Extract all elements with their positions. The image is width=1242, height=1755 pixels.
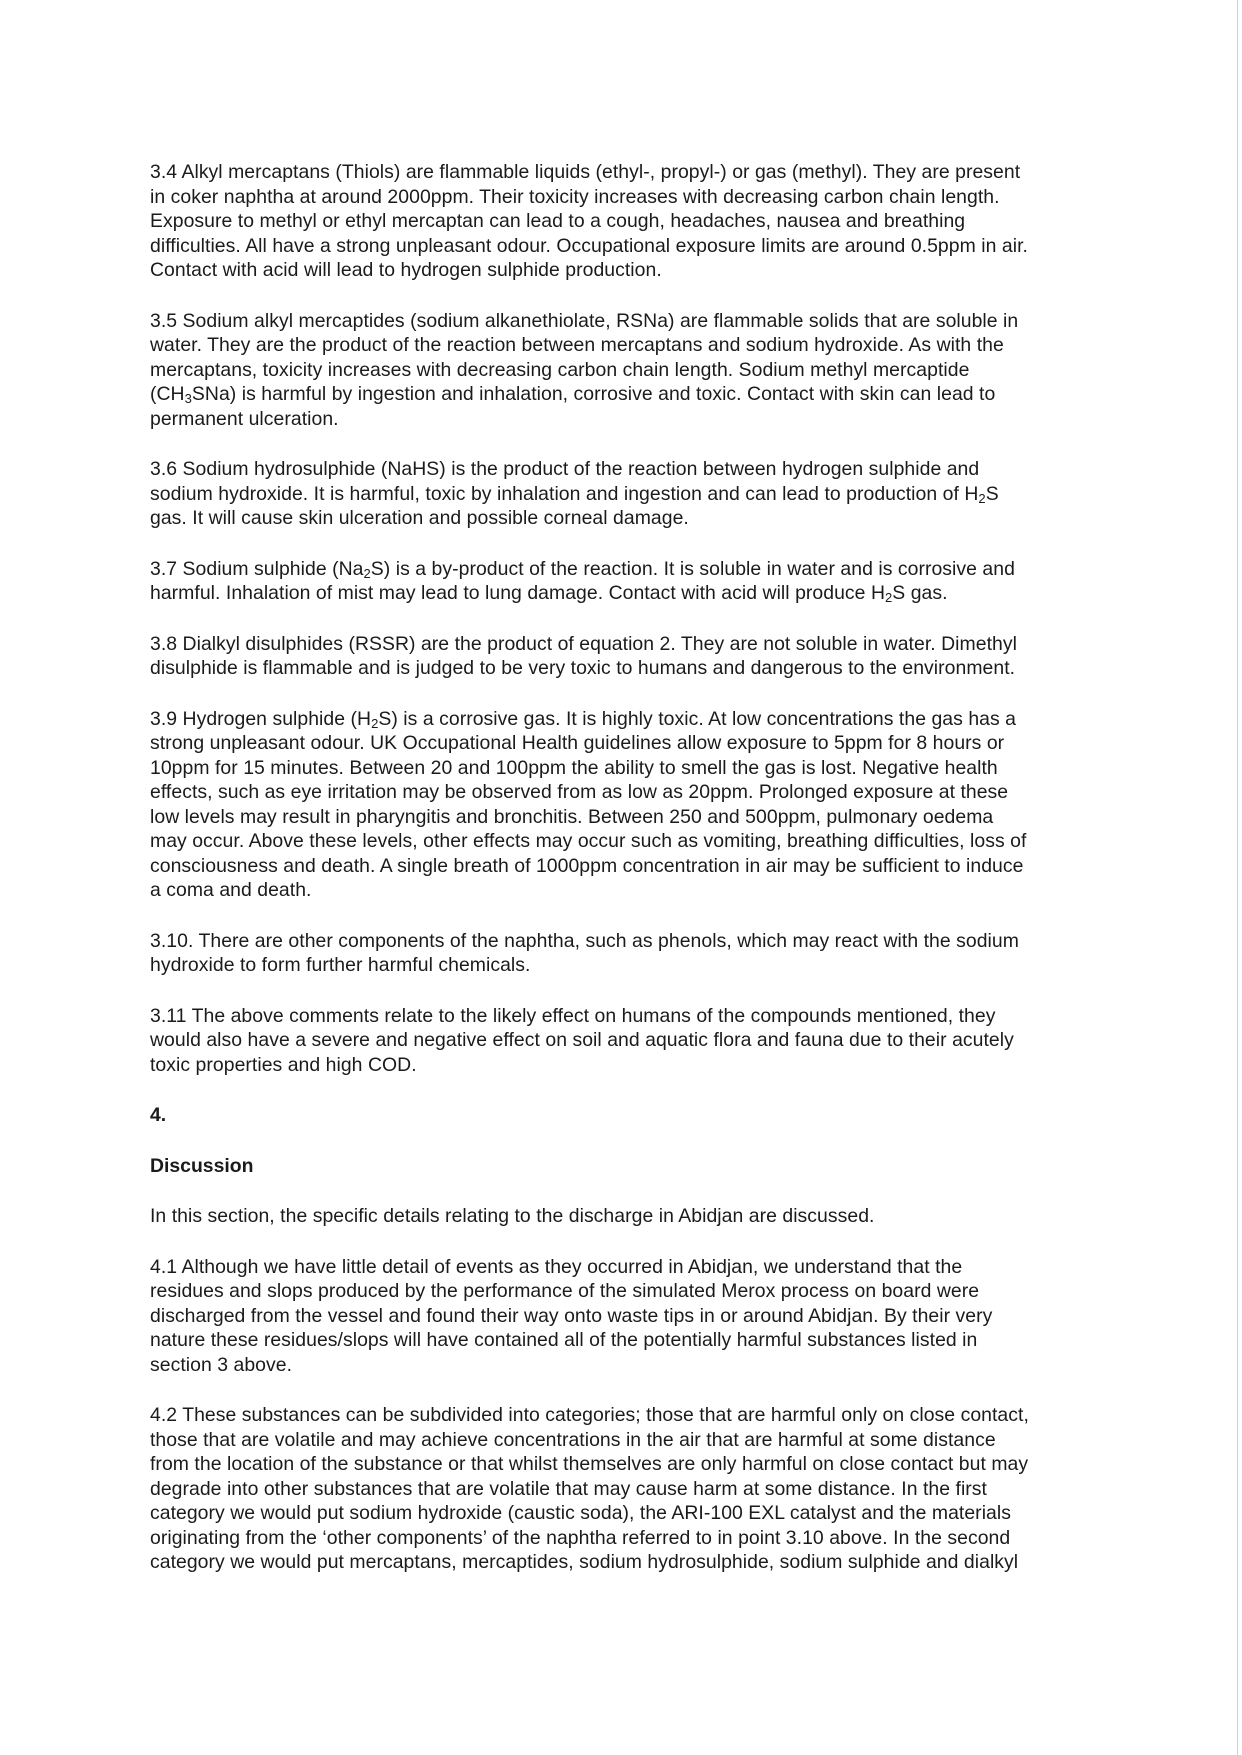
text-line [150,382,1090,407]
text-line: difficulties. All have a strong unpleasant odour. Occupational exposure limits are around 0.5ppm in air. [150,234,1028,257]
text-fragment: harmful. Inhalation of mist may lead to lung damage. Contact with acid will produce H [150,582,885,604]
text-line: discharged from the vessel and found their way onto waste tips in or around Abidjan. By their very [150,1304,993,1327]
text-line: nature these residues/slops will have contained all of the potentially harmful substances listed in [150,1329,978,1351]
subscript: 3 [184,391,192,406]
paragraph-4-2 [150,1403,1090,1575]
text-line: gas. It will cause skin ulceration and possible corneal damage. [150,507,689,529]
text-fragment: sodium hydroxide. It is harmful, toxic by inhalation and ingestion and can lead to production of H [150,482,979,505]
text-line: section 3 above. [150,1353,293,1376]
text-line: 3.8 Dialkyl disulphides (RSSR) are the product of equation 2. They are not soluble in water. Dimethyl [150,632,1017,655]
text-line: those that are volatile and may achieve concentrations in the air that are harmful at some distance [150,1428,996,1451]
text-line: low levels may result in pharyngitis and bronchitis. Between 250 and 500ppm, pulmonary oedema [150,805,994,828]
paragraph-3-10 [150,929,1090,978]
paragraph-3-5 [150,309,1090,432]
text-line: 4.2 These substances can be subdivided into categories; those that are harmful only on close contact, [150,1404,1029,1426]
text-line: 4.1 Although we have little detail of events as they occurred in Abidjan, we understand that the [150,1255,963,1278]
text-fragment: 3.7 Sodium sulphide (Na [150,557,364,580]
text-line: 3.11 The above comments relate to the likely effect on humans of the compounds mentioned, they [150,1004,996,1027]
section-number: 4. [150,1104,167,1126]
text-line: hydroxide to form further harmful chemicals. [150,954,531,976]
text-fragment: SNa) is harmful by ingestion and inhalation, corrosive and toxic. Contact with skin can lead to [191,383,996,405]
text-line: mercaptans, toxicity increases with decreasing carbon chain length. Sodium methyl mercaptide [150,358,970,381]
page-edge-divider [1237,0,1238,1755]
text-line: consciousness and death. A single breath of 1000ppm concentration in air may be sufficient to induce [150,854,1024,877]
subscript: 2 [978,490,986,506]
paragraph-3-7 [150,557,1090,606]
subscript: 2 [371,715,379,731]
text-line: may occur. Above these levels, other effects may occur such as vomiting, breathing difficulties, loss of [150,830,1027,852]
text-line: in coker naphtha at around 2000ppm. Their toxicity increases with decreasing carbon chain length. [150,185,1000,208]
paragraph-3-9 [150,707,1090,903]
paragraph-3-6 [150,457,1090,531]
text-line: category we would put mercaptans, mercaptides, sodium hydrosulphide, sodium sulphide and dialkyl [150,1551,1019,1573]
text-line: category we would put sodium hydroxide (caustic soda), the ARI-100 EXL catalyst and the materials [150,1502,1011,1524]
paragraph-3-11 [150,1004,1090,1078]
subscript: 2 [885,590,893,605]
text-line: would also have a severe and negative effect on soil and aquatic flora and fauna due to their acutely [150,1029,1014,1051]
paragraph-3-4 [150,160,1090,283]
text-line: Contact with acid will lead to hydrogen sulphide production. [150,259,662,281]
text-line [150,557,1090,582]
text-line: 3.10. There are other components of the naphtha, such as phenols, which may react with the sodium [150,929,1019,952]
text-line: a coma and death. [150,879,312,901]
text-line: 10ppm for 15 minutes. Between 20 and 100ppm the ability to smell the gas is lost. Negative health [150,756,998,779]
text-line: degrade into other substances that are volatile that may cause harm at some distance. In the first [150,1477,987,1500]
text-line [150,482,1090,507]
text-line: 3.4 Alkyl mercaptans (Thiols) are flammable liquids (ethyl-, propyl-) or gas (methyl). They are present [150,161,1021,183]
text-line: 3.5 Sodium alkyl mercaptides (sodium alkanethiolate, RSNa) are flammable solids that are soluble in [150,309,1019,332]
text-line: toxic properties and high COD. [150,1053,417,1076]
section-intro [150,1204,1090,1229]
paragraph-4-1 [150,1255,1090,1378]
text-line: 3.6 Sodium hydrosulphide (NaHS) is the product of the reaction between hydrogen sulphide and [150,458,980,480]
document-body [150,160,1090,1575]
text-line: In this section, the specific details relating to the discharge in Abidjan are discussed. [150,1205,875,1227]
text-fragment: (CH [150,383,185,405]
subscript: 2 [363,565,371,581]
text-line: effects, such as eye irritation may be observed from as low as 20ppm. Prolonged exposure at these [150,781,1009,803]
text-line [150,581,1090,606]
text-line: strong unpleasant odour. UK Occupational Health guidelines allow exposure to 5ppm for 8 hours or [150,732,1005,754]
text-fragment: S [985,482,999,505]
section-title: Discussion [150,1154,254,1177]
text-line: Exposure to methyl or ethyl mercaptan can lead to a cough, headaches, nausea and breathing [150,210,966,232]
text-fragment: 3.9 Hydrogen sulphide (H [150,707,372,730]
paragraph-3-8 [150,632,1090,681]
text-line: originating from the ‘other components’ of the naphtha referred to in point 3.10 above. In the second [150,1526,1011,1549]
text-line: water. They are the product of the reaction between mercaptans and sodium hydroxide. As with the [150,334,1004,356]
text-line: disulphide is flammable and is judged to be very toxic to humans and dangerous to the environment. [150,657,1016,679]
text-line: from the location of the substance or that whilst themselves are only harmful on close contact but may [150,1453,1029,1475]
text-line: permanent ulceration. [150,407,339,430]
text-line [150,707,1090,732]
text-fragment: S) is a by-product of the reaction. It is soluble in water and is corrosive and [370,557,1015,580]
text-line: residues and slops produced by the performance of the simulated Merox process on board were [150,1280,980,1302]
text-fragment: S) is a corrosive gas. It is highly toxic. At low concentrations the gas has a [378,707,1017,730]
text-fragment: S gas. [892,582,948,604]
